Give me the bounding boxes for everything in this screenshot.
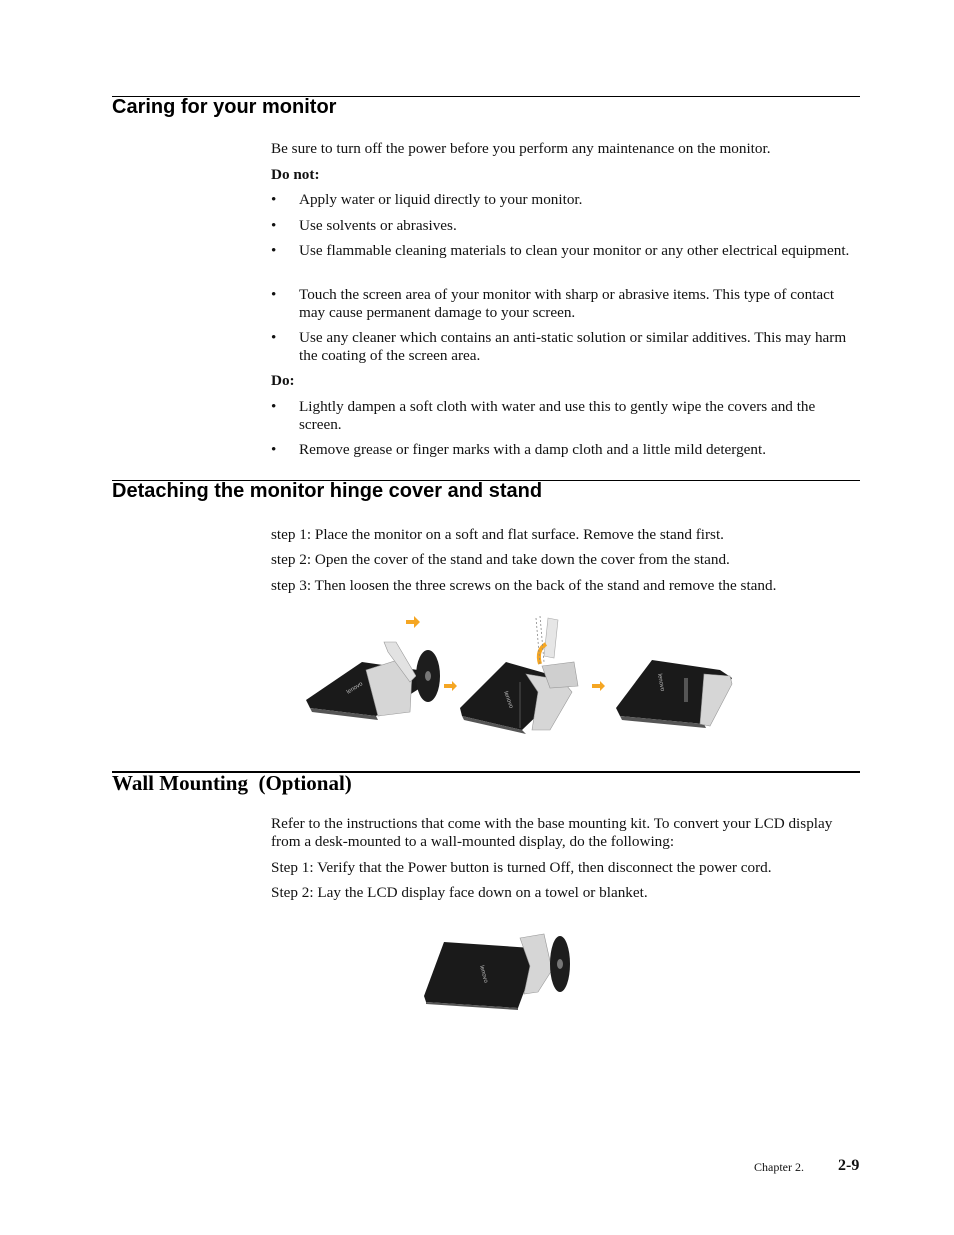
monitor-with-stand-figure	[306, 616, 440, 720]
arrow-icon	[444, 681, 457, 691]
wall-step-1: Step 1: Verify that the Power button is turned Off, then disconnect the power cord.	[271, 859, 772, 876]
list-item	[271, 217, 861, 235]
wall-mount-illustration	[420, 930, 576, 1010]
detach-step-1: step 1: Place the monitor on a soft and flat surface. Remove the stand first.	[271, 526, 724, 543]
bullet-marker: •	[271, 191, 277, 208]
donot-item-text: Use any cleaner which contains an anti-static solution or similar additives. This may harm the coating of the screen area.	[299, 329, 847, 364]
detach-step-2: step 2: Open the cover of the stand and take down the cover from the stand.	[271, 551, 730, 568]
wall-intro: Refer to the instructions that come with the base mounting kit. To convert your LCD display from a desk-mounted to a wall-mounted display, do the following:	[271, 815, 833, 850]
bullet-marker: •	[271, 286, 277, 303]
section-title-detaching: Detaching the monitor hinge cover and stand	[112, 480, 543, 502]
detach-stand-illustration	[300, 612, 740, 734]
lenovo-logo: lenovo	[502, 690, 514, 710]
bullet-marker: •	[271, 441, 277, 458]
wall-step-2: Step 2: Lay the LCD display face down on a towel or blanket.	[271, 884, 648, 901]
bullet-marker: •	[271, 217, 277, 234]
arrow-icon	[592, 681, 605, 691]
do-label: Do:	[271, 372, 295, 389]
monitor-face-down-figure	[424, 934, 570, 1010]
list-item	[271, 242, 861, 260]
lenovo-logo: lenovo	[478, 964, 489, 984]
donot-label: Do not:	[271, 166, 320, 183]
list-item	[271, 191, 861, 209]
section-title-caring: Caring for your monitor	[112, 96, 337, 118]
page-number: 2-9	[838, 1157, 860, 1174]
donot-item-text: Touch the screen area of your monitor with sharp or abrasive items. This type of contact may cause permanent damage to your screen.	[299, 286, 835, 321]
section-title-wall: Wall Mounting (Optional)	[112, 771, 352, 795]
list-item	[271, 286, 861, 322]
caring-intro: Be sure to turn off the power before you perform any maintenance on the monitor.	[271, 140, 771, 157]
list-item	[271, 398, 861, 434]
monitor-stand-removed-figure	[616, 660, 732, 728]
arrow-icon	[406, 616, 420, 628]
donot-item-text: Use solvents or abrasives.	[299, 217, 457, 234]
list-item	[271, 441, 861, 459]
list-item	[271, 329, 861, 365]
lenovo-logo: lenovo	[656, 673, 666, 692]
bullet-marker: •	[271, 329, 277, 346]
donot-item-text: Use flammable cleaning materials to clean your monitor or any other electrical equipment.	[299, 242, 850, 259]
do-item-text: Remove grease or finger marks with a damp cloth and a little mild detergent.	[299, 441, 767, 458]
monitor-stand-cover-open-figure	[460, 616, 578, 734]
donot-item-text: Apply water or liquid directly to your monitor.	[299, 191, 583, 208]
do-item-text: Lightly dampen a soft cloth with water and use this to gently wipe the covers and the screen.	[299, 398, 816, 433]
detach-step-3: step 3: Then loosen the three screws on the back of the stand and remove the stand.	[271, 577, 777, 594]
bullet-marker: •	[271, 242, 277, 259]
bullet-marker: •	[271, 398, 277, 415]
lenovo-logo: lenovo	[345, 681, 365, 696]
footer-chapter: Chapter 2.	[754, 1160, 804, 1174]
